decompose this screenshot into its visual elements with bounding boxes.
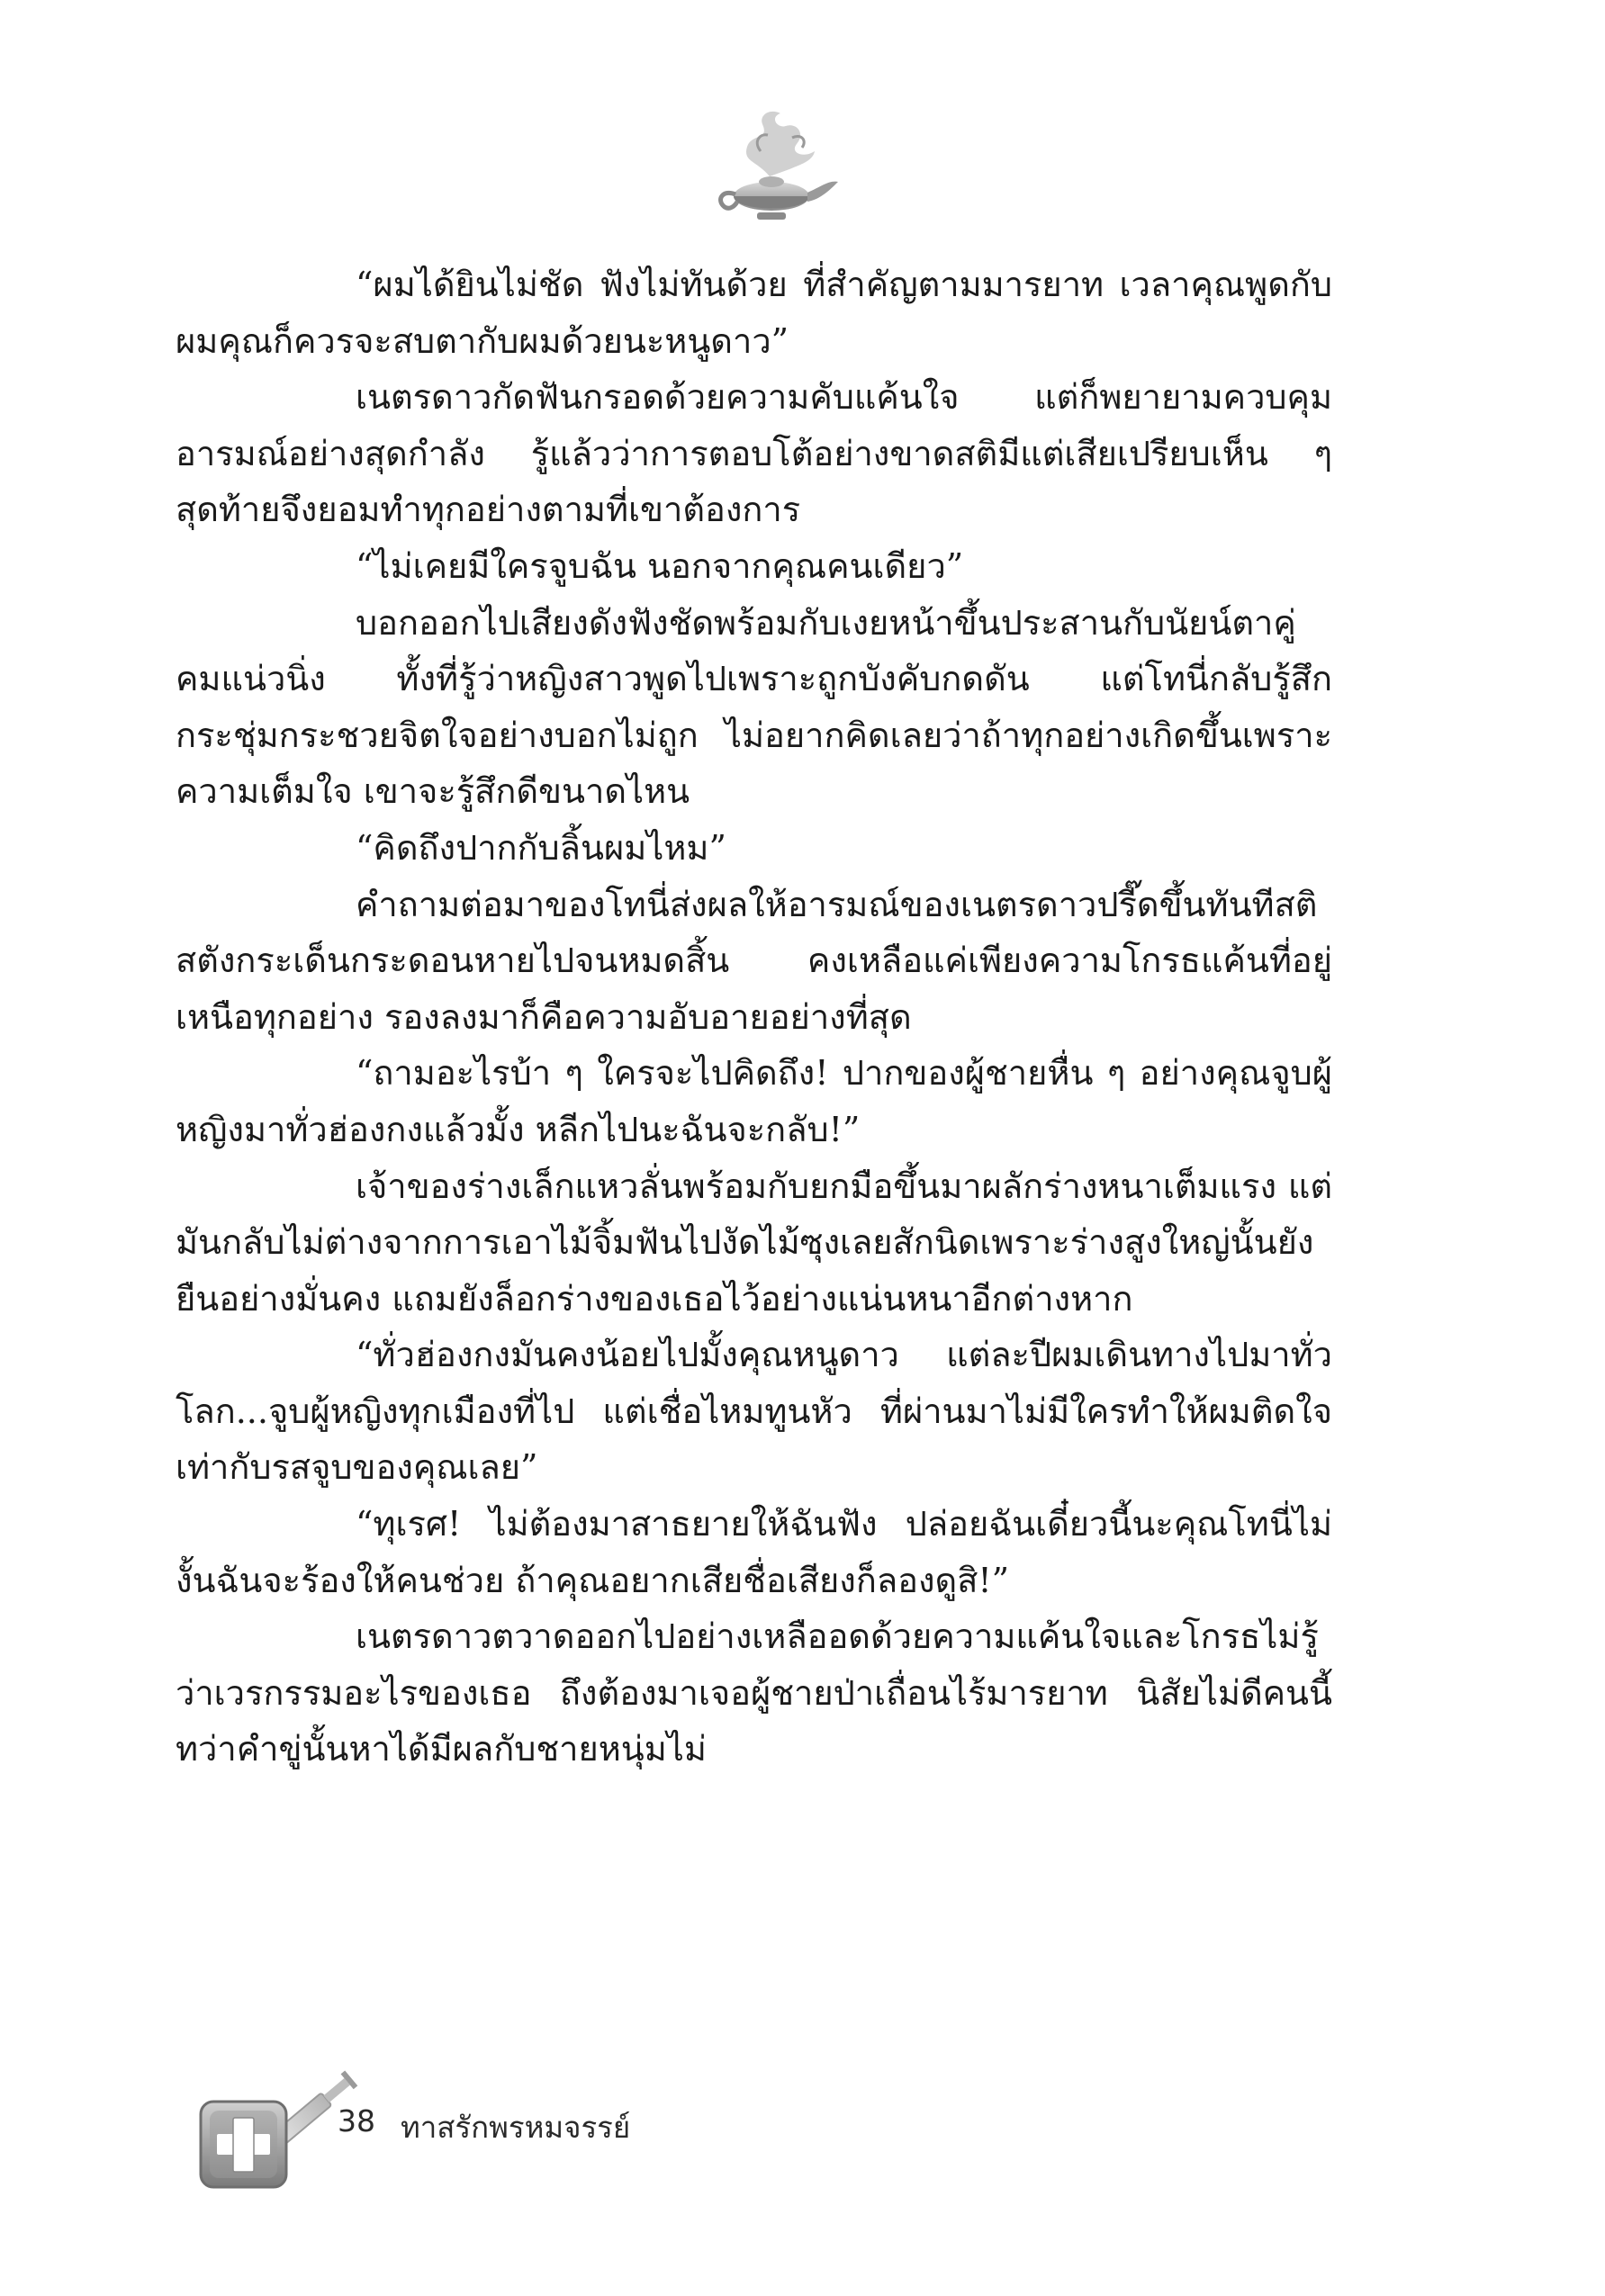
paragraph: “ถามอะไรบ้า ๆ ใครจะไปคิดถึง! ปากของผู้ชายหื่น ๆ อย่างคุณจูบผู้หญิงมาทั่วฮ่องกงแล้วมั้ง หลีกไปนะฉันจะกลับ!” [176, 1053, 1332, 1149]
magic-lamp-icon [707, 106, 842, 228]
paragraph: เนตรดาวตวาดออกไปอย่างเหลืออดด้วยความแค้นใจและโกรธไม่รู้ว่าเวรกรรมอะไรของเธอ ถึงต้องมาเจอผู้ชายป่าเถื่อนไร้มารยาท นิสัยไม่ดีคนนี้ ทว่าคำขู่นั้นหาได้มีผลกับชายหนุ่มไม่ [176, 1616, 1332, 1769]
paragraph: “ทั่วฮ่องกงมันคงน้อยไปมั้งคุณหนูดาว แต่ละปีผมเดินทางไปมาทั่วโลก...จูบผู้หญิงทุกเมืองที่ไป แต่เชื่อไหมทูนหัว ที่ผ่านมาไม่มีใครทำให้ผมติดใจเท่ากับรสจูบของคุณเลย” [176, 1335, 1332, 1488]
paragraph: บอกออกไปเสียงดังฟังชัดพร้อมกับเงยหน้าขึ้นประสานกับนัยน์ตาคู่คมแน่วนิ่ง ทั้งที่รู้ว่าหญิงสาวพูดไปเพราะถูกบังคับกดดัน แต่โทนี่กลับรู้สึกกระชุ่มกระชวยจิตใจอย่างบอกไม่ถูก ไม่อยากคิดเลยว่าถ้าทุกอย่างเกิดขึ้นเพราะความเต็มใจ เขาจะรู้สึกดีขนาดไหน [176, 602, 1332, 812]
book-title: ทาสรักพรหมจรรย์ [401, 2110, 631, 2145]
page-footer [194, 2066, 824, 2201]
paragraph: “คิดถึงปากกับลิ้นผมไหม” [356, 827, 726, 868]
paragraph: “ทุเรศ! ไม่ต้องมาสาธยายให้ฉันฟัง ปล่อยฉันเดี๋ยวนี้นะคุณโทนี่ไม่งั้นฉันจะร้องให้คนช่วย ถ้าคุณอยากเสียชื่อเสียงก็ลองดูสิ!” [176, 1504, 1332, 1600]
paragraph: เนตรดาวกัดฟันกรอดด้วยความคับแค้นใจ แต่ก็พยายามควบคุมอารมณ์อย่างสุดกำลัง รู้แล้วว่าการตอบโต้อย่างขาดสติมีแต่เสียเปรียบเห็น ๆ สุดท้ายจึงยอมทำทุกอย่างตามที่เขาต้องการ [176, 377, 1332, 530]
paragraph: เจ้าของร่างเล็กแหวลั่นพร้อมกับยกมือขึ้นมาผลักร่างหนาเต็มแรง แต่มันกลับไม่ต่างจากการเอาไม้จิ้มฟันไปงัดไม้ซุงเลยสักนิดเพราะร่างสูงใหญ่นั้นยังยืนอย่างมั่นคง แถมยังล็อกร่างของเธอไว้อย่างแน่นหนาอีกต่างหาก [176, 1166, 1332, 1319]
paragraph: คำถามต่อมาของโทนี่ส่งผลให้อารมณ์ของเนตรดาวปรี๊ดขึ้นทันทีสติสตังกระเด็นกระดอนหายไปจนหมดสิ้น คงเหลือแค่เพียงความโกรธแค้นที่อยู่เหนือทุกอย่าง รองลงมาก็คือความอับอายอย่างที่สุด [176, 884, 1332, 1037]
page-number: 38 [338, 2103, 375, 2138]
paragraph: “ไม่เคยมีใครจูบฉัน นอกจากคุณคนเดียว” [356, 545, 964, 586]
body-text [176, 257, 1332, 1778]
paragraph: “ผมได้ยินไม่ชัด ฟังไม่ทันด้วย ที่สำคัญตามมารยาท เวลาคุณพูดกับผมคุณก็ควรจะสบตากับผมด้วยนะหนูดาว” [176, 265, 1332, 361]
